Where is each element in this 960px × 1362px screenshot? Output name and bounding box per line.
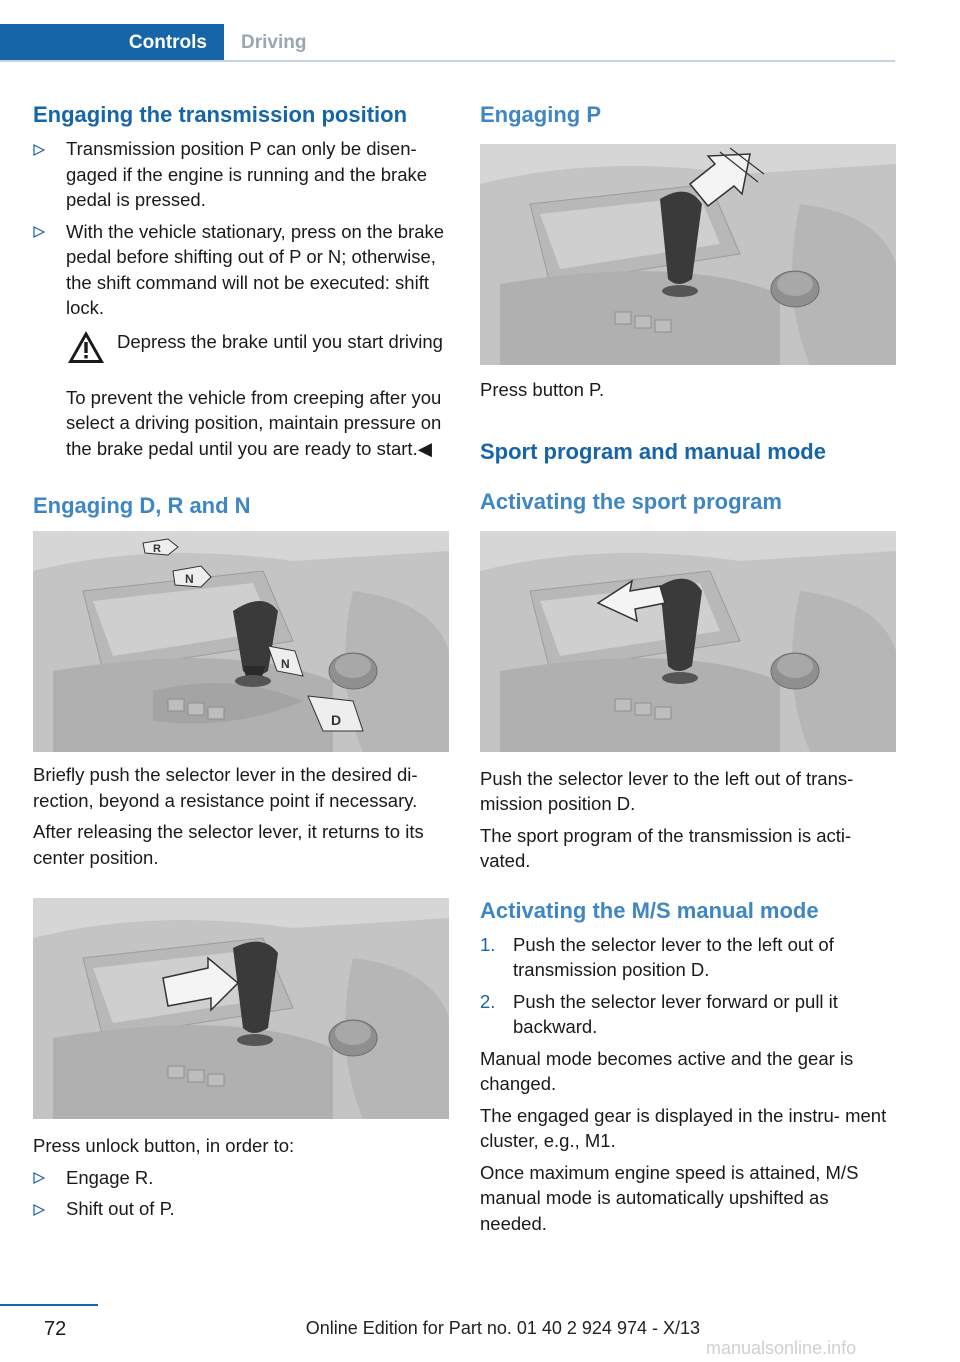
triangle-bullet-icon: [33, 219, 45, 245]
paragraph-after-releasing: After releasing the selector lever, it returns to its center position.: [33, 821, 424, 868]
list-item-text: With the vehicle stationary, press on the brake pedal before shifting out of P or N; otherwise, the shift command will not be executed: shift lock.: [66, 220, 445, 318]
step-text: Push the selector lever forward or pull it backward.: [513, 990, 838, 1037]
paragraph-manual-active: Manual mode becomes active and the gear is changed.: [480, 1047, 854, 1094]
numbered-steps: [480, 932, 896, 1040]
header-rule: [0, 60, 895, 62]
illus-label-d: D: [331, 712, 342, 728]
illus-label-r: R: [153, 543, 161, 555]
paragraph-gear-displayed: The engaged gear is displayed in the instru‐ ment cluster, e.g., M1.: [480, 1104, 887, 1151]
list-item: [33, 219, 449, 321]
illustration-selector-lever-drn: [33, 531, 449, 752]
paragraph-press-unlock: Press unlock button, in order to:: [33, 1135, 295, 1156]
heading-activating-ms-manual: Activating the M/S manual mode: [480, 897, 819, 923]
triangle-bullet-icon: [33, 1196, 45, 1222]
paragraph-push-left: Push the selector lever to the left out of trans‐ mission position D.: [480, 767, 854, 814]
right-column: [480, 100, 896, 1236]
edition-text: Online Edition for Part no. 01 40 2 924 974 - X/13: [305, 1318, 700, 1338]
heading-activating-sport-program: Activating the sport program: [480, 488, 782, 514]
paragraph-press-button-p: Press button P.: [480, 379, 605, 400]
heading-sport-program-manual-mode: Sport program and manual mode: [480, 438, 826, 464]
step-number: 2.: [480, 990, 496, 1012]
paragraph-briefly-push: Briefly push the selector lever in the desired di‐ rection, beyond a resistance point if necessary.: [33, 764, 418, 811]
list-item: [480, 989, 896, 1040]
heading-engaging-transmission-position: Engaging the transmission position: [33, 102, 408, 127]
tab-driving[interactable]: Driving: [241, 32, 307, 53]
watermark: manualsonline.info: [706, 1338, 857, 1358]
triangle-bullet-icon: [33, 1165, 45, 1191]
warning-box: [33, 329, 449, 381]
list-item-text: Transmission position P can only be disen‐ gaged if the engine is running and the brake pedal is pressed.: [66, 138, 428, 210]
list-item: [33, 1165, 449, 1191]
footer-rule: [0, 1304, 98, 1306]
step-text: Push the selector lever to the left out of transmission position D.: [513, 933, 834, 980]
heading-engaging-d-r-n: Engaging D, R and N: [33, 493, 251, 518]
illustration-button-p: [480, 144, 896, 365]
warning-body: To prevent the vehicle from creeping after you select a driving position, maintain pressure on the brake pedal until you are ready to start.◀: [66, 386, 442, 459]
list-item-text: Engage R.: [66, 1166, 154, 1188]
illus-label-n-bottom: N: [281, 657, 290, 671]
illus-label-n-top: N: [185, 572, 194, 586]
left-column: [33, 100, 449, 1222]
list-item: [33, 136, 449, 213]
illustration-sport-program: [480, 531, 896, 752]
step-number: 1.: [480, 933, 496, 955]
illustration-unlock-button: [33, 898, 449, 1119]
tab-controls[interactable]: Controls: [0, 24, 224, 62]
triangle-bullet-icon: [33, 136, 45, 162]
list-item-text: Shift out of P.: [66, 1198, 175, 1219]
list-item: [480, 932, 896, 983]
page-header: [0, 24, 895, 62]
bullet-list-transmission: [33, 136, 449, 321]
page-number: 72: [44, 1318, 67, 1340]
paragraph-max-engine-speed: Once maximum engine speed is attained, M/S manual mode is automatically upshifted as needed.: [480, 1161, 859, 1234]
warning-title: Depress the brake until you start driving: [117, 330, 443, 352]
paragraph-sport-activated: The sport program of the transmission is acti‐ vated.: [480, 824, 852, 871]
warning-triangle-icon: [66, 329, 106, 370]
list-item: [33, 1196, 449, 1222]
heading-engaging-p: Engaging P: [480, 102, 601, 127]
bullet-list-unlock: [33, 1165, 449, 1222]
